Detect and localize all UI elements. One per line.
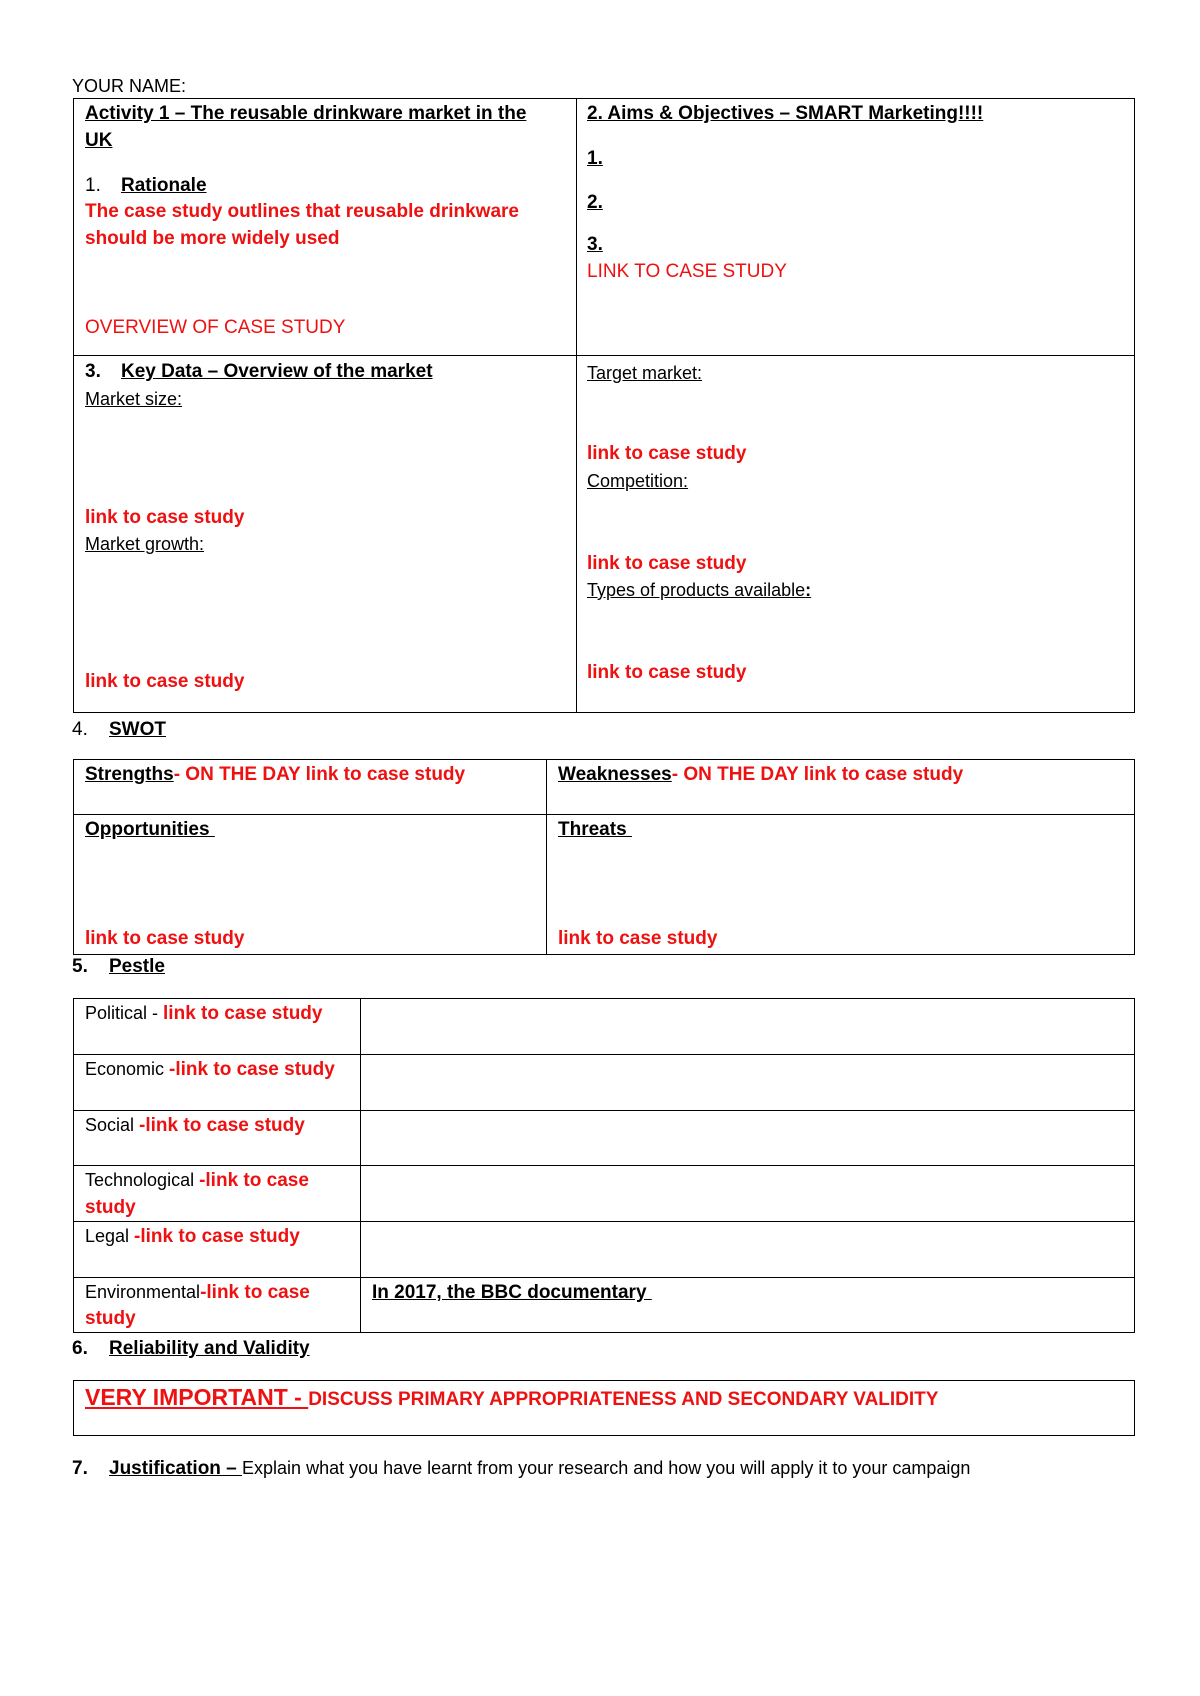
pestle-link: -link to case bbox=[199, 1170, 309, 1191]
pestle-row-legal bbox=[85, 1223, 300, 1250]
product-types-label bbox=[587, 577, 811, 604]
pestle-link-continued: study bbox=[85, 1197, 136, 1218]
aims-item-3: 3. bbox=[587, 234, 603, 255]
pestle-row-economic bbox=[85, 1056, 335, 1083]
product-types-link: link to case study bbox=[587, 662, 747, 683]
swot-number: 4. bbox=[72, 719, 88, 740]
pestle-link-continued: study bbox=[85, 1308, 136, 1329]
opportunities-label: Opportunities bbox=[85, 819, 215, 840]
market-growth-link: link to case study bbox=[85, 671, 245, 692]
pestle-row-environmental bbox=[85, 1279, 310, 1306]
weaknesses-note: - ON THE DAY link to case study bbox=[671, 764, 964, 785]
justification-text: Explain what you have learnt from your research and how you will apply it to your campaign bbox=[242, 1458, 971, 1478]
strengths-cell bbox=[85, 761, 465, 788]
pestle-link: -link to case study bbox=[134, 1226, 300, 1247]
activity-title-line2: UK bbox=[85, 130, 113, 151]
pestle-label: Environmental bbox=[85, 1282, 201, 1302]
pestle-number: 5. bbox=[72, 956, 88, 977]
justification-number: 7. bbox=[72, 1458, 88, 1479]
very-important-label: VERY IMPORTANT - bbox=[85, 1384, 309, 1410]
target-market-label: Target market: bbox=[587, 363, 703, 383]
competition-label: Competition: bbox=[587, 471, 689, 491]
product-types-text: Types of products available bbox=[587, 580, 806, 600]
top-table bbox=[73, 98, 1135, 713]
justification-line bbox=[109, 1455, 970, 1482]
activity-title: Activity 1 – The reusable drinkware market in the bbox=[85, 103, 527, 124]
pestle-environmental-content[interactable]: In 2017, the BBC documentary bbox=[372, 1282, 652, 1303]
product-types-colon: : bbox=[805, 580, 812, 600]
pestle-label: Social bbox=[85, 1115, 140, 1135]
rationale-heading: Rationale bbox=[121, 175, 207, 196]
justification-heading: Justification – bbox=[109, 1458, 243, 1479]
pestle-label: Legal bbox=[85, 1226, 135, 1246]
pestle-link: link to case study bbox=[163, 1003, 323, 1024]
strengths-note: - ON THE DAY link to case study bbox=[173, 764, 466, 785]
market-size-link: link to case study bbox=[85, 507, 245, 528]
competition-link: link to case study bbox=[587, 553, 747, 574]
reliability-text bbox=[85, 1384, 938, 1413]
rationale-number: 1. bbox=[85, 175, 101, 196]
swot-heading: SWOT bbox=[109, 719, 166, 740]
rationale-text-line2: should be more widely used bbox=[85, 228, 340, 249]
your-name-label: YOUR NAME: bbox=[72, 76, 187, 96]
aims-heading: 2. Aims & Objectives – SMART Marketing!!!! bbox=[587, 103, 984, 124]
pestle-link: -link to case bbox=[200, 1282, 310, 1303]
rationale-text: The case study outlines that reusable drinkware bbox=[85, 201, 519, 222]
pestle-row-technological bbox=[85, 1167, 309, 1194]
market-growth-label: Market growth: bbox=[85, 534, 205, 554]
key-data-heading: Key Data – Overview of the market bbox=[121, 361, 433, 382]
reliability-number: 6. bbox=[72, 1338, 88, 1359]
market-size-label: Market size: bbox=[85, 389, 183, 409]
pestle-link: -link to case study bbox=[139, 1115, 305, 1136]
aims-link: LINK TO CASE STUDY bbox=[587, 261, 787, 282]
threats-link: link to case study bbox=[558, 928, 718, 949]
overview-label: OVERVIEW OF CASE STUDY bbox=[85, 317, 346, 338]
weaknesses-label: Weaknesses bbox=[558, 764, 672, 785]
discuss-instruction: DISCUSS PRIMARY APPROPRIATENESS AND SECONDARY VALIDITY bbox=[308, 1389, 939, 1410]
threats-label: Threats bbox=[558, 819, 632, 840]
opportunities-link: link to case study bbox=[85, 928, 245, 949]
target-market-link: link to case study bbox=[587, 443, 747, 464]
pestle-row-political bbox=[85, 1000, 322, 1027]
pestle-label: Political - bbox=[85, 1003, 164, 1023]
pestle-link: -link to case study bbox=[169, 1059, 335, 1080]
pestle-heading: Pestle bbox=[109, 956, 165, 977]
aims-item-2: 2. bbox=[587, 192, 603, 213]
reliability-heading: Reliability and Validity bbox=[109, 1338, 310, 1359]
aims-item-1: 1. bbox=[587, 148, 603, 169]
weaknesses-cell bbox=[558, 761, 963, 788]
pestle-row-social bbox=[85, 1112, 305, 1139]
pestle-label: Technological bbox=[85, 1170, 200, 1190]
pestle-label: Economic bbox=[85, 1059, 170, 1079]
key-data-number: 3. bbox=[85, 361, 101, 382]
strengths-label: Strengths bbox=[85, 764, 174, 785]
